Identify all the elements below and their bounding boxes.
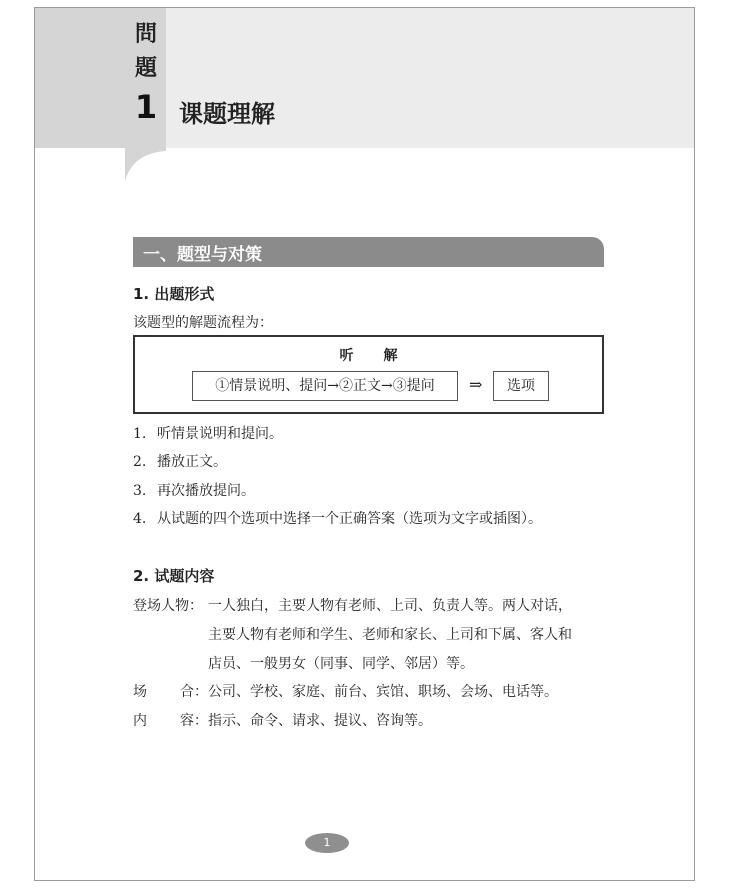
- part1-heading: 1. 出题形式: [133, 285, 215, 303]
- characters-line-2: 主要人物有老师和学生、老师和家长、上司和下属、客人和: [208, 627, 572, 643]
- content-label-a: 内: [133, 713, 147, 729]
- characters-label: 登场人物：: [133, 598, 203, 614]
- characters-line-1: 一人独白，主要人物有老师、上司、负责人等。两人对话，: [208, 598, 572, 614]
- page-number: 1: [323, 836, 331, 849]
- page: [34, 7, 695, 881]
- mondai-char-2: 題: [134, 56, 157, 81]
- list-item: [133, 423, 283, 443]
- section-bar: [133, 237, 604, 267]
- characters-line-3: 店员、一般男女（同事、同学、邻居）等。: [208, 656, 474, 672]
- scene-text: 公司、学校、家庭、前台、宾馆、职场、会场、电话等。: [208, 684, 558, 700]
- section-title: 一、题型与对策: [143, 245, 262, 265]
- content-text: 指示、命令、请求、提议、咨询等。: [208, 713, 432, 729]
- mondai-char-1: 問: [134, 22, 157, 47]
- flow-step-options: 选项: [493, 371, 549, 401]
- mondai-number: 1: [134, 88, 158, 126]
- list-item: [133, 480, 255, 500]
- tab-corner-decoration: [125, 147, 167, 183]
- scene-label-a: 场: [133, 684, 147, 700]
- part2-heading: 2. 试题内容: [133, 567, 215, 585]
- content-label-b: 容：: [180, 713, 208, 729]
- mondai-label: [131, 18, 161, 86]
- list-item-number: 1.: [133, 426, 147, 442]
- list-item-number: 4.: [133, 511, 147, 527]
- list-item-text: 从试题的四个选项中选择一个正确答案（选项为文字或插图）。: [157, 511, 542, 527]
- part1-intro: 该题型的解题流程为：: [133, 315, 273, 331]
- list-item-text: 播放正文。: [157, 454, 227, 470]
- list-item-number: 3.: [133, 483, 147, 499]
- chapter-title: 课题理解: [179, 100, 275, 128]
- list-item: [133, 508, 542, 528]
- list-item: [133, 451, 227, 471]
- list-item-text: 听情景说明和提问。: [157, 426, 283, 442]
- flow-arrow: ⇒: [469, 375, 483, 394]
- flow-box: [133, 335, 604, 414]
- list-item-text: 再次播放提问。: [157, 483, 255, 499]
- list-item-number: 2.: [133, 454, 147, 470]
- flow-step-process: ①情景说明、提问→②正文→③提问: [192, 371, 458, 401]
- scene-label-b: 合：: [180, 684, 208, 700]
- flow-title: 听解: [339, 348, 428, 364]
